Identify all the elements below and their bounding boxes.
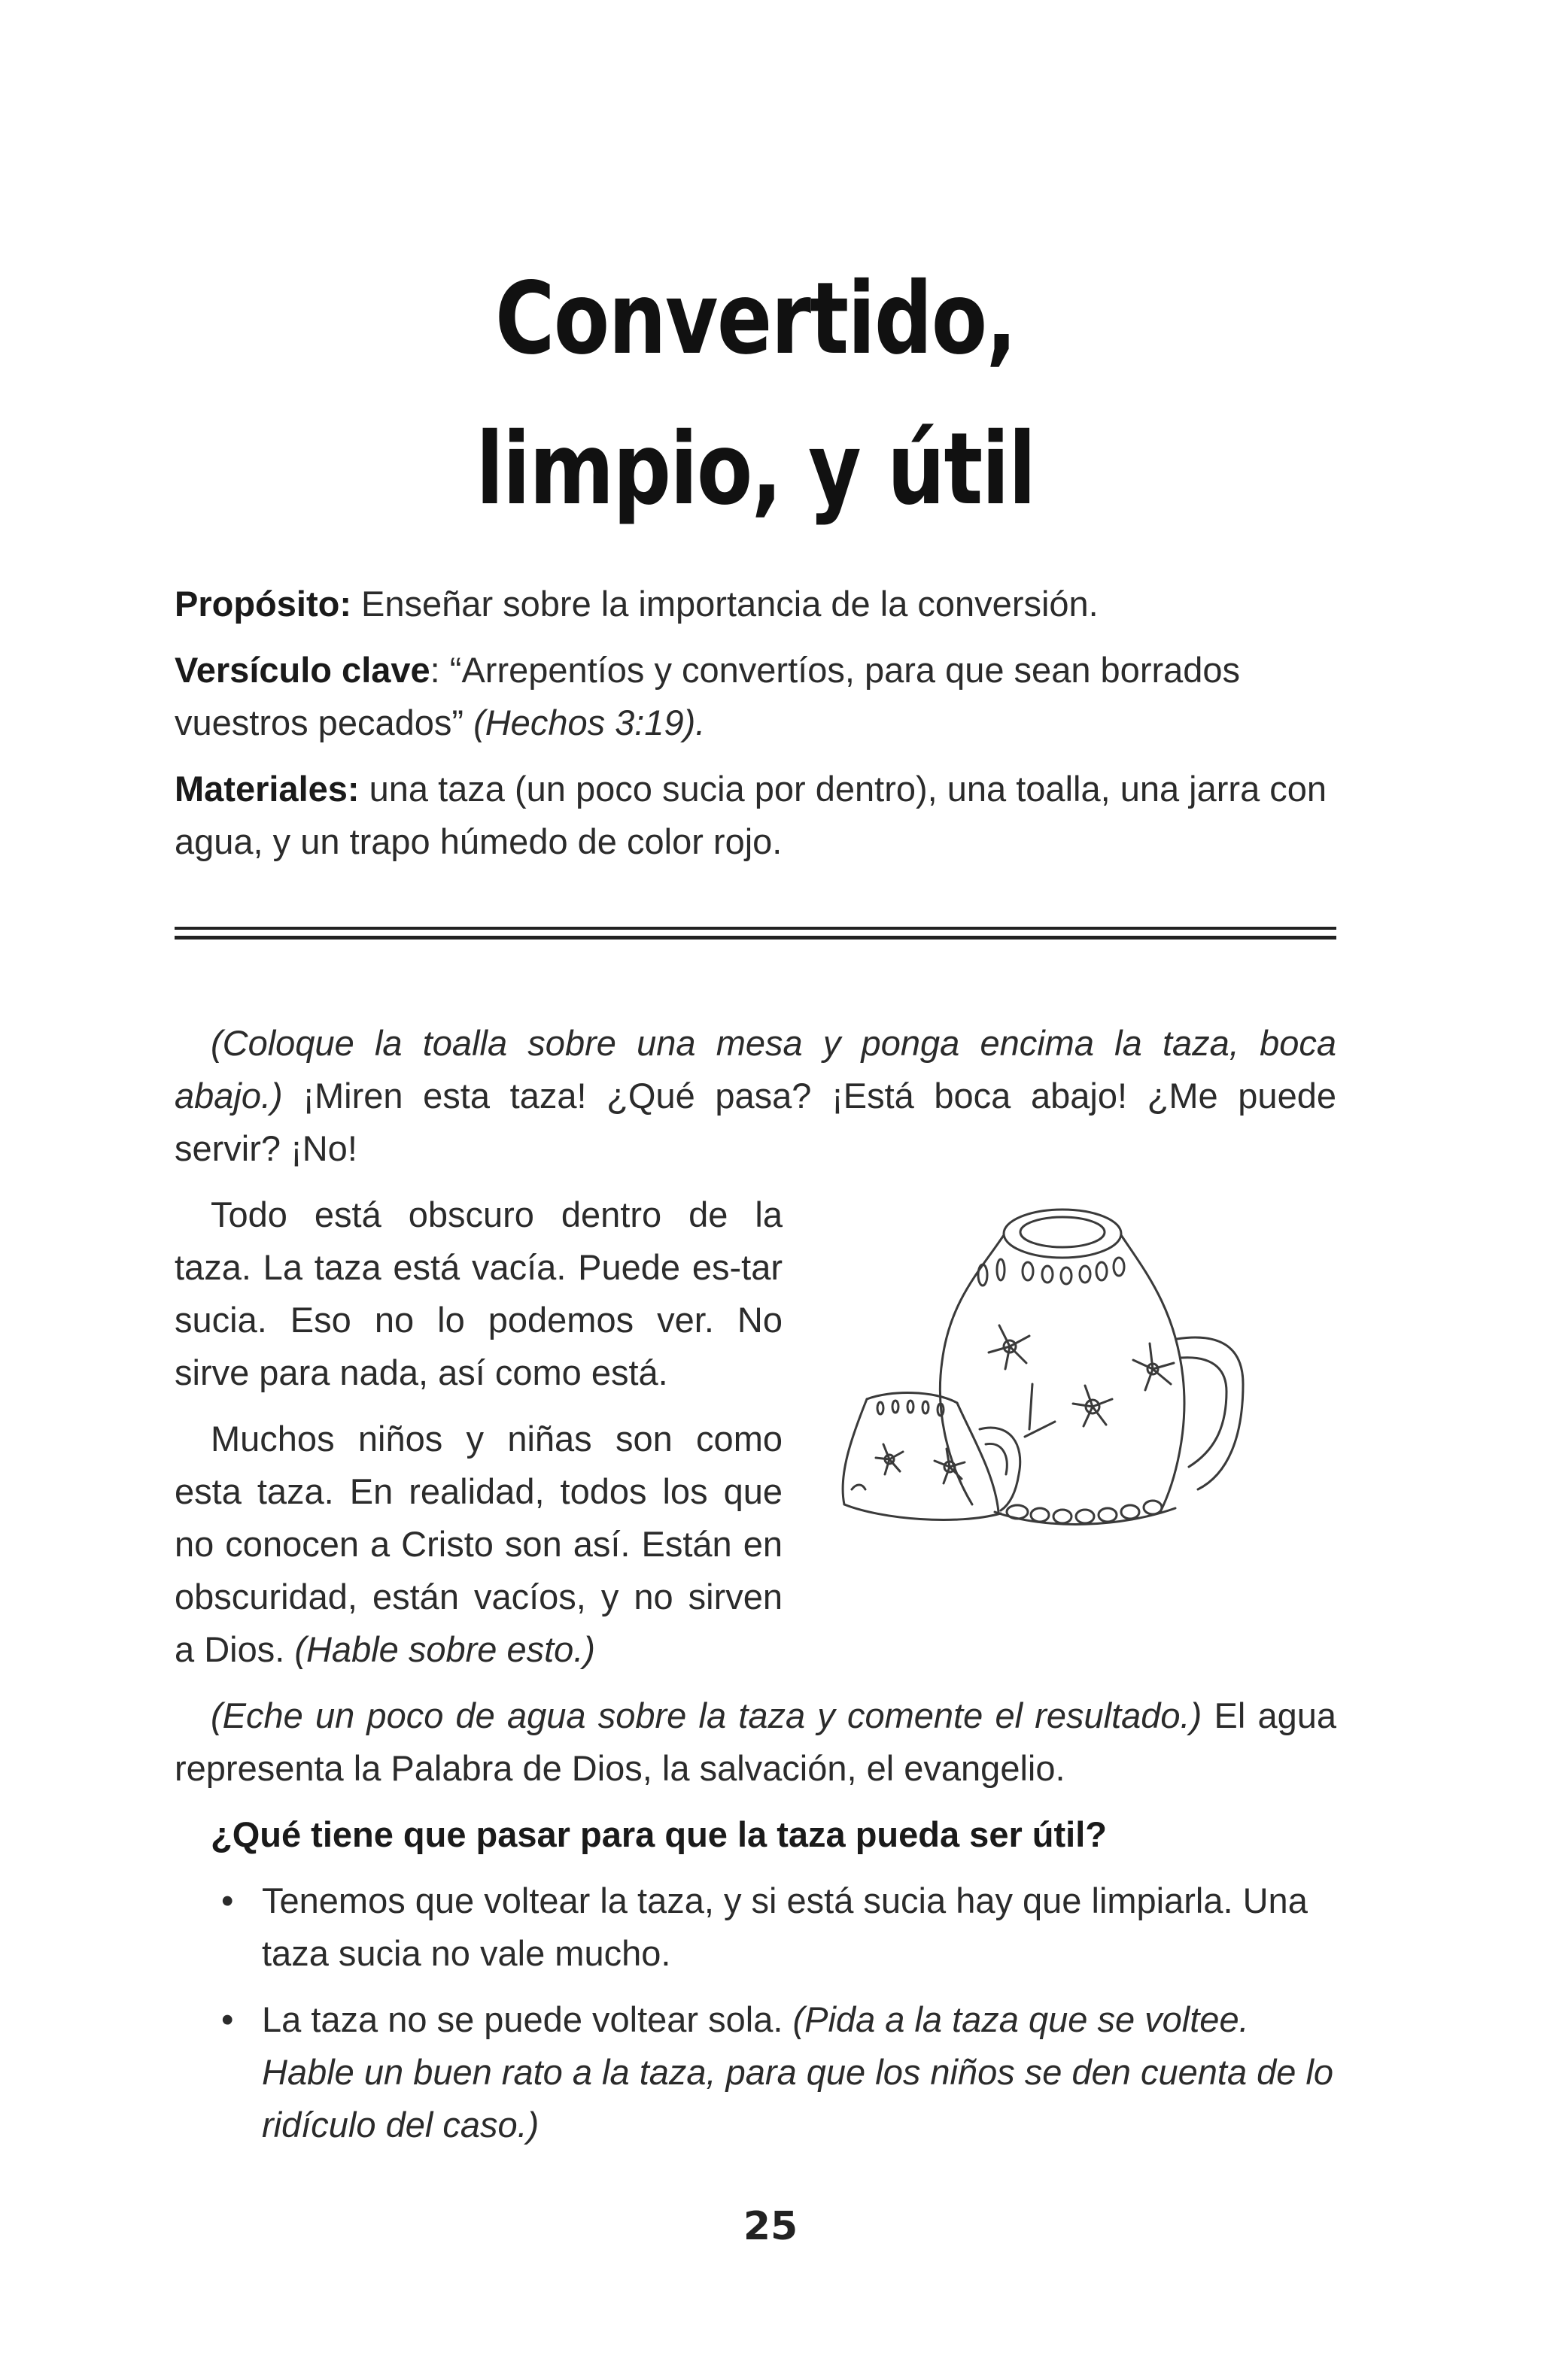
versiculo-reference: (Hechos 3:19). bbox=[473, 703, 706, 742]
bullet-marker: • bbox=[221, 1881, 234, 1920]
small-cup-left-side bbox=[843, 1399, 867, 1504]
divider-line-bottom bbox=[175, 936, 1336, 940]
paragraph-3 bbox=[175, 1413, 783, 1676]
proposito-label: Propósito: bbox=[175, 584, 351, 624]
divider-line-top bbox=[175, 927, 1336, 930]
materiales-paragraph bbox=[175, 763, 1336, 868]
cups-illustration bbox=[822, 1188, 1288, 1572]
list-item bbox=[218, 1875, 1339, 1980]
proposito-text: Enseñar sobre la importancia de la conversión. bbox=[351, 584, 1099, 624]
page-title-line-1: Convertido, bbox=[495, 261, 1016, 377]
paragraph-3-text: Muchos niños y niñas son como esta taza. En realidad, todos los que no conocen a Cristo son así. Están en obscuridad, están vacíos, y no sirven a Dios. bbox=[175, 1419, 783, 1669]
versiculo-paragraph bbox=[175, 644, 1336, 749]
page-title-line-2: limpio, y útil bbox=[476, 411, 1035, 527]
flower-4 bbox=[876, 1444, 903, 1474]
large-cup-handle bbox=[1177, 1337, 1243, 1489]
small-cup-right-side bbox=[957, 1403, 998, 1512]
paragraph-4-text: El agua representa la Palabra de Dios, la salvación, el evangelio. bbox=[175, 1695, 1337, 1788]
paragraph-4 bbox=[175, 1689, 1336, 1795]
flower-3 bbox=[1133, 1343, 1174, 1390]
bullet-1-text: Tenemos que voltear la taza, y si está sucia hay que limpiarla. Una taza sucia no vale mucho. bbox=[262, 1881, 1308, 1973]
bullet-2-instruction: (Pida a la taza que se voltee. Hable un buen rato a la taza, para que los niños se den cuenta de lo ridículo del caso.) bbox=[262, 1999, 1334, 2145]
small-cup-rim bbox=[844, 1504, 1001, 1520]
paragraph-1-text: ¡Miren esta taza! ¿Qué pasa? ¡Está boca abajo! ¿Me puede servir? ¡No! bbox=[175, 1076, 1336, 1168]
bullet-2-text: La taza no se puede voltear sola. bbox=[262, 1999, 793, 2039]
bullet-list bbox=[218, 1875, 1339, 2165]
materiales-text: una taza (un poco sucia por dentro), una toalla, una jarra con agua, y un trapo húmedo de color rojo. bbox=[175, 769, 1327, 861]
key-question: ¿Qué tiene que pasar para que la taza pueda ser útil? bbox=[211, 1814, 1107, 1854]
flower-2 bbox=[1073, 1386, 1112, 1426]
materiales-label: Materiales: bbox=[175, 769, 360, 809]
paragraph-1-instruction: (Coloque la toalla sobre una mesa y ponga encima la taza, boca abajo.) bbox=[175, 1023, 1336, 1116]
bullet-marker: • bbox=[221, 1999, 234, 2039]
small-cup-handle bbox=[980, 1428, 1020, 1510]
proposito-paragraph bbox=[175, 578, 1336, 630]
paragraph-3-instruction: (Hable sobre esto.) bbox=[294, 1629, 596, 1669]
versiculo-text: : “Arrepentíos y convertíos, para que sean borrados vuestros pecados” bbox=[175, 650, 1241, 742]
flower-1 bbox=[989, 1325, 1029, 1369]
list-item bbox=[218, 1993, 1339, 2151]
page-number: 25 bbox=[743, 2204, 798, 2249]
paragraph-4-instruction: (Eche un poco de agua sobre la taza y comente el resultado.) bbox=[211, 1695, 1202, 1735]
paragraph-2: Todo está obscuro dentro de la taza. La taza está vacía. Puede es-tar sucia. Eso no lo podemos ver. No sirve para nada, así como está. bbox=[175, 1195, 783, 1392]
paragraph-1 bbox=[175, 1017, 1336, 1175]
versiculo-label: Versículo clave bbox=[175, 650, 430, 690]
